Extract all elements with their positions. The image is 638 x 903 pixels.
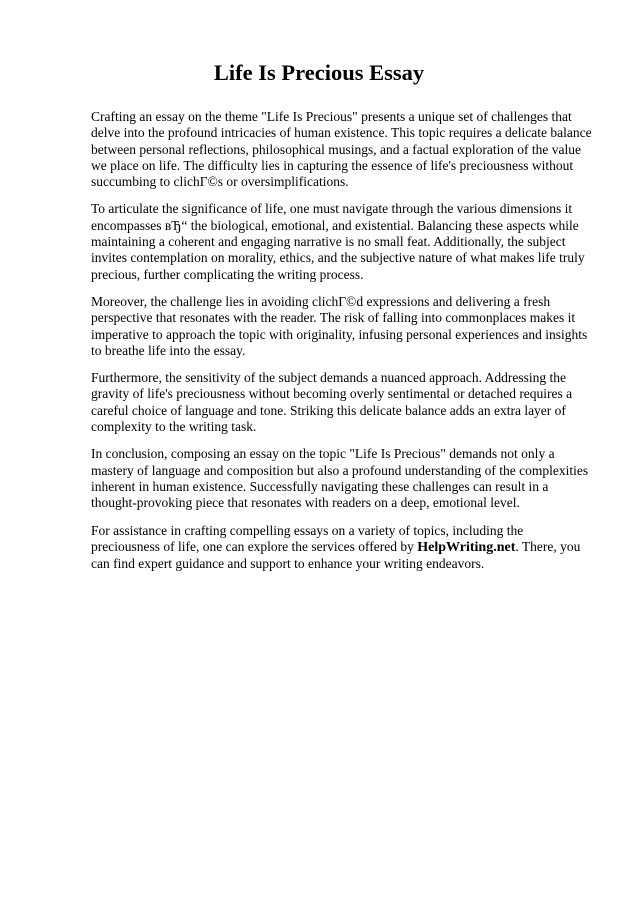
paragraph-assistance <box>91 523 594 573</box>
paragraph-intro: Crafting an essay on the theme "Life Is Precious" presents a unique set of challenges that delve into the profound intricacies of human existence. This topic requires a delicate balance between personal reflections, philosophical musings, and a factual exploration of the value we place on life. The difficulty lies in capturing the essence of life's preciousness without succumbing to clichГ©s or oversimplifications. <box>91 109 592 190</box>
paragraph-sensitivity: Furthermore, the sensitivity of the subject demands a nuanced approach. Addressing the gravity of life's preciousness without becoming overly sentimental or detached requires a careful choice of language and tone. Striking this delicate balance adds an extra layer of complexity to the writing task. <box>91 370 573 435</box>
document-title: Life Is Precious Essay <box>213 60 425 85</box>
assistance-text-before: For assistance in crafting compelling essays on a variety of topics, including the preciousness of life, one can explore the services offered by <box>91 522 524 554</box>
paragraph-cliches: Moreover, the challenge lies in avoiding clichГ©d expressions and delivering a fresh perspective that resonates with the reader. The risk of falling into commonplaces makes it imperative to approach the topic with originality, infusing personal experiences and insights to breathe life into the essay. <box>91 293 588 358</box>
helpwriting-link[interactable]: HelpWriting.net <box>417 539 516 555</box>
paragraph-significance: To articulate the significance of life, one must navigate through the various dimensions it encompasses вЂ“ the biological, emotional, and existential. Balancing these aspects while maintaining a coherent and engaging narrative is no small feat. Additionally, the subject invites contemplation on morality, ethics, and the subjective nature of what makes life truly precious, further complicating the writing process. <box>91 201 585 282</box>
assistance-text-after: . There, you can find expert guidance and support to enhance your writing endeavors. <box>91 538 581 572</box>
paragraph-conclusion: In conclusion, composing an essay on the topic "Life Is Precious" demands not only a mastery of language and composition but also a profound understanding of the complexities inherent in human existence. Successfully navigating these challenges can result in a thought-provoking piece that resonates with readers on a deep, emotional level. <box>91 446 589 511</box>
